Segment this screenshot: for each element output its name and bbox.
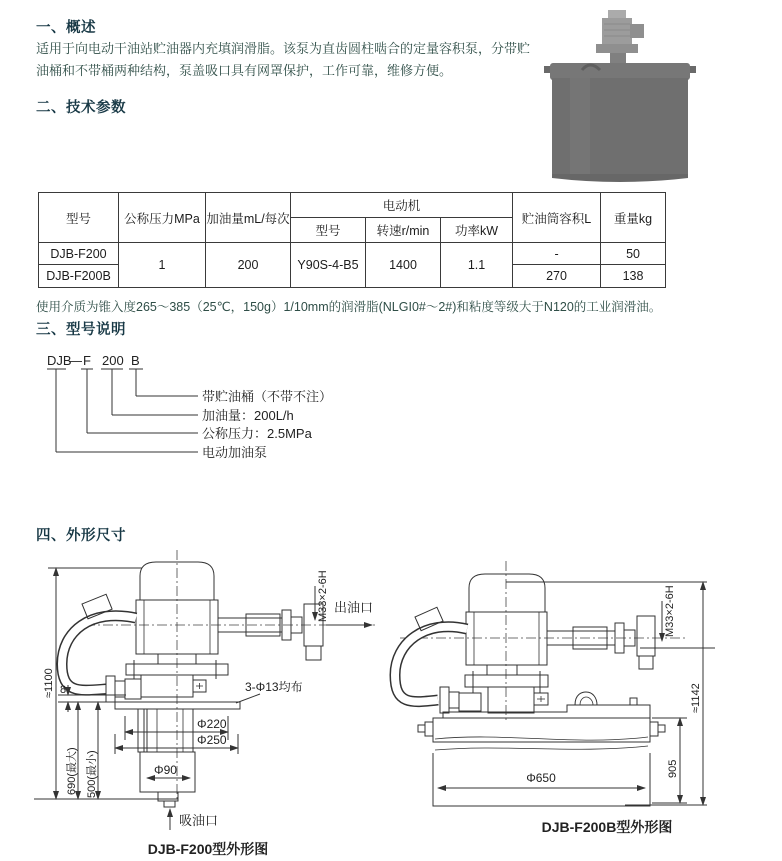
table-row	[39, 243, 666, 265]
motor-dome	[469, 574, 545, 612]
cell-pressure: 1	[119, 243, 206, 288]
media-note: 使用介质为锥入度265～385（25℃，150g）1/10mm的润滑脂(NLGI0#～2#)和粘度等级大于N120的工业润滑油。	[36, 300, 662, 314]
dim-500-min: 500(最小)	[86, 750, 98, 798]
left-drawing-caption: DJB-F200型外形图	[147, 841, 269, 857]
model-code-part-f: F	[83, 353, 91, 368]
params-title: 二、技术参数	[36, 100, 126, 116]
col-header-pressure: 公称压力MPa	[119, 193, 206, 243]
cell-capacity-1: -	[513, 243, 601, 265]
model-title: 三、型号说明	[36, 322, 126, 338]
motor-flange	[465, 675, 548, 687]
model-code-dash: —	[69, 353, 82, 368]
dimensions-left	[43, 568, 373, 830]
cell-oil: 200	[206, 243, 291, 288]
col-header-motor-model: 型号	[291, 218, 366, 243]
overview-title: 一、概述	[36, 20, 96, 36]
cell-motor-model: Y90S-4-B5	[291, 243, 366, 288]
col-header-weight: 重量kg	[601, 193, 666, 243]
dim-d650: Φ650	[526, 771, 556, 785]
outlet-fitting	[637, 616, 655, 656]
model-label-pump: 电动加油泵	[202, 445, 268, 460]
outlet-label: 出油口	[334, 600, 374, 615]
model-code-diagram	[30, 350, 460, 470]
product-photo	[538, 8, 710, 186]
dim-thread-right: M33×2-6H	[664, 585, 676, 637]
col-header-power: 功率kW	[441, 218, 513, 243]
cell-model-1: DJB-F200	[39, 243, 119, 265]
model-code-part-200: 200	[102, 353, 124, 368]
dim-thread-left: M33×2-6H	[317, 570, 329, 622]
drawing-djb-f200b	[385, 553, 735, 848]
model-label-flow: 加油量：200L/h	[202, 408, 294, 423]
right-drawing-caption: DJB-F200B型外形图	[541, 819, 673, 835]
dim-total-height: ≈1100	[43, 668, 55, 698]
suction-label: 吸油口	[179, 813, 219, 828]
dim-total-height-right: ≈1142	[690, 683, 702, 713]
dims-title: 四、外形尺寸	[36, 528, 126, 544]
dim-905: 905	[667, 759, 679, 778]
model-code-part-djb: DJB	[47, 353, 72, 368]
cell-model-2: DJB-F200B	[39, 265, 119, 288]
mounting-plate	[115, 702, 240, 709]
overview-paragraph: 适用于向电动干油站贮油器内充填润滑脂。该泵为直齿圆柱啮合的定量容积泵，分带贮油桶和不带桶两种结构，泵盖吸口具有网罩保护，工作可靠，维修方便。	[36, 41, 531, 78]
model-label-pressure: 公称压力：2.5MPa	[202, 426, 312, 441]
cell-weight-2: 138	[601, 265, 666, 288]
cell-power: 1.1	[441, 243, 513, 288]
photo-motor	[596, 10, 644, 65]
col-header-oil: 加油量mL/每次	[206, 193, 291, 243]
spec-table	[38, 192, 666, 288]
col-header-speed: 转速r/min	[366, 218, 441, 243]
dim-d250: Φ250	[197, 733, 227, 747]
cell-capacity-2: 270	[513, 265, 601, 288]
photo-drum	[544, 63, 696, 182]
dim-gap-8: 8	[60, 684, 67, 696]
cell-weight-1: 50	[601, 243, 666, 265]
drawing-djb-f200	[30, 548, 380, 861]
col-header-capacity: 贮油筒容积L	[513, 193, 601, 243]
col-header-model: 型号	[39, 193, 119, 243]
col-header-motor: 电动机	[291, 193, 513, 218]
motor-body	[466, 612, 547, 665]
pump-head	[141, 675, 193, 697]
cover-plate	[443, 705, 650, 718]
cell-speed: 1400	[366, 243, 441, 288]
dim-holes: 3-Φ13均布	[245, 680, 303, 694]
pump-head	[488, 687, 534, 713]
model-label-tank: 带贮油桶（不带不注）	[202, 389, 333, 404]
dim-690-max: 690(最大)	[66, 747, 78, 795]
lid-handle	[575, 692, 597, 705]
dim-d220: Φ220	[197, 717, 227, 731]
model-code-lines	[47, 369, 198, 452]
model-code-part-b: B	[131, 353, 140, 368]
dim-d90: Φ90	[154, 763, 177, 777]
